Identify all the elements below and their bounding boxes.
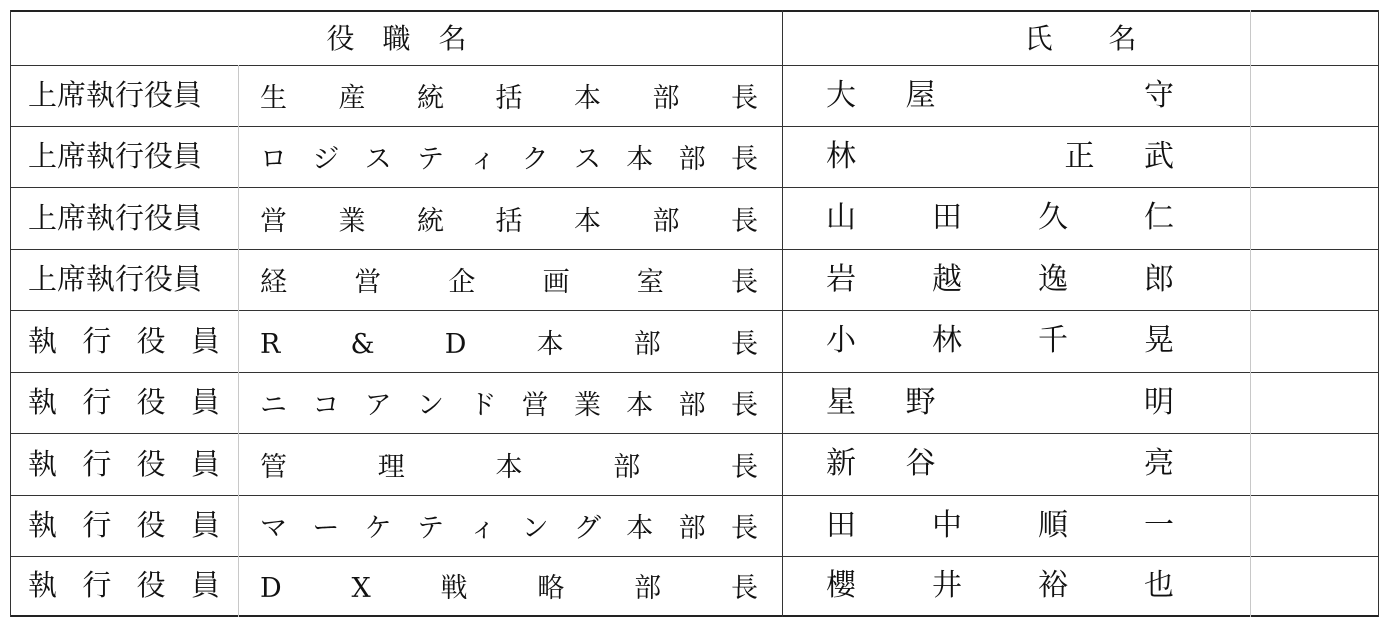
officer-rank: 上席執行役員: [28, 139, 203, 173]
officer-rank: 執 行 役 員: [28, 385, 220, 419]
officer-title: D X 戦 略 部 長: [260, 573, 758, 604]
officer-title: ロ ジ ス テ ィ ク ス 本 部 長: [260, 144, 758, 175]
officer-name: 新 谷 亮: [826, 446, 1174, 481]
officer-rank: 上席執行役員: [28, 262, 203, 296]
officer-rank: 執 行 役 員: [28, 323, 220, 358]
header-position-label: 役 職 名: [326, 21, 467, 55]
officer-name: 林 正 武: [826, 138, 1174, 174]
officer-title: 経 営 企 画 室 長: [260, 267, 758, 298]
officer-name: 小 林 千 晃: [826, 323, 1174, 358]
officer-name: 大 屋 守: [826, 77, 1174, 113]
officer-title: マ ー ケ テ ィ ン グ 本 部 長: [260, 513, 758, 544]
table-border-left: [10, 10, 11, 617]
column-guide: [238, 65, 239, 617]
header-name-label: 氏 名: [1024, 21, 1137, 55]
table-border-bottom: [10, 615, 1379, 617]
officer-rank: 上席執行役員: [28, 78, 203, 112]
officer-name: 山 田 久 仁: [826, 200, 1174, 235]
officer-rank: 執 行 役 員: [28, 446, 220, 481]
officer-name: 岩 越 逸 郎: [826, 261, 1174, 297]
officer-rank: 執 行 役 員: [28, 568, 220, 602]
officer-title: 管 理 本 部 長: [260, 451, 758, 483]
officer-title: R & D 本 部 長: [260, 328, 758, 360]
officer-name: 櫻 井 裕 也: [826, 567, 1174, 603]
column-guide: [1250, 10, 1251, 617]
table-border-right: [1378, 10, 1379, 617]
officer-title: 営 業 統 括 本 部 長: [260, 205, 758, 237]
officer-rank: 上席執行役員: [28, 200, 203, 235]
officer-name: 星 野 明: [826, 384, 1174, 420]
header-position-cell: [11, 12, 782, 65]
officer-table: [10, 10, 1379, 617]
officer-name: 田 中 順 一: [826, 507, 1174, 543]
header-name-cell: [783, 12, 1378, 65]
officer-title: 生 産 統 括 本 部 長: [260, 83, 758, 114]
column-divider: [782, 10, 783, 617]
officer-rank: 執 行 役 員: [28, 508, 220, 542]
officer-title: ニ コ ア ン ド 営 業 本 部 長: [260, 390, 758, 421]
